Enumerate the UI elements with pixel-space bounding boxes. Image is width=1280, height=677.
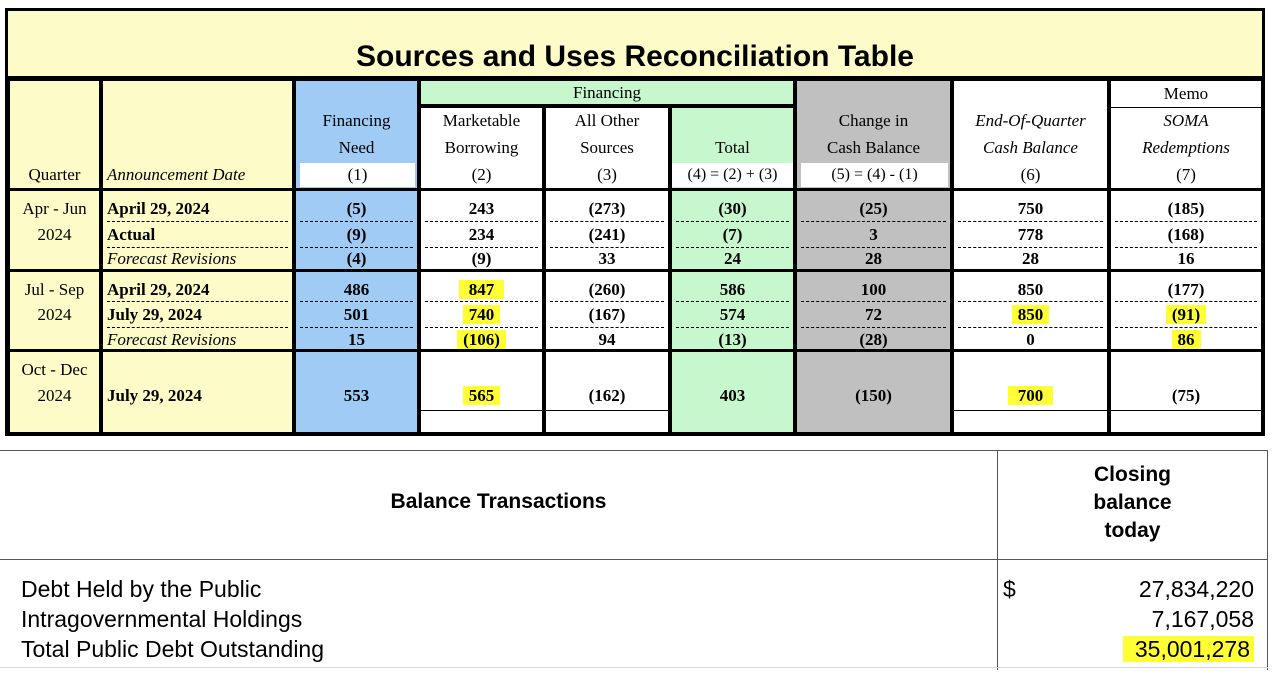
need-header-line1: Financing — [322, 111, 391, 130]
need-value: 486 — [343, 280, 370, 299]
oth-header-number: (3) — [597, 165, 617, 184]
financing-need-column — [294, 79, 419, 434]
eoq-header-line2: Cash Balance — [983, 138, 1078, 157]
announcement-column — [101, 79, 294, 434]
tot-value: (7) — [722, 225, 743, 244]
chg-header-line1: Change in — [838, 111, 909, 130]
tot-value: 586 — [719, 280, 746, 299]
soma-redemptions-column — [1109, 79, 1263, 434]
balance-row-label: Intragovernmental Holdings — [21, 606, 303, 632]
announcement-header: Announcement Date — [107, 165, 246, 184]
memo-header: Memo — [1163, 84, 1209, 103]
tot-value: 574 — [719, 305, 746, 324]
quarter-label: Oct - Dec — [21, 360, 88, 379]
balance-labels — [21, 574, 324, 664]
mkt-value-highlighted: (106) — [457, 330, 506, 349]
need-value: 501 — [343, 305, 370, 324]
eoq-value-highlighted: 700 — [1008, 386, 1054, 405]
mkt-value: (9) — [471, 249, 492, 268]
oth-value: (162) — [588, 386, 626, 405]
marketable-borrowing-column — [419, 106, 544, 434]
financing-group-header — [419, 79, 795, 106]
tot-value: 24 — [724, 249, 741, 268]
quarter-year: 2024 — [37, 305, 72, 324]
mkt-value-highlighted: 847 — [459, 280, 505, 299]
eoq-value: 0 — [1026, 330, 1035, 349]
need-header-line2: Need — [338, 138, 375, 157]
soma-header-number: (7) — [1176, 165, 1196, 184]
mkt-header-number: (2) — [471, 165, 492, 184]
currency-symbol: $ — [1003, 576, 1016, 602]
eoq-header-number: (6) — [1020, 165, 1041, 184]
announcement-date: July 29, 2024 — [107, 305, 202, 324]
need-value: 15 — [348, 330, 365, 349]
soma-value-highlighted: 86 — [1172, 330, 1201, 349]
balance-row-label: Total Public Debt Outstanding — [21, 636, 325, 662]
tot-value: (13) — [718, 330, 747, 349]
oth-value: (273) — [588, 199, 626, 218]
reconciliation-table — [5, 8, 1265, 436]
chg-value: 72 — [865, 305, 882, 324]
balance-row-label: Debt Held by the Public — [21, 576, 262, 602]
tot-value: 403 — [719, 386, 746, 405]
oth-value: (260) — [588, 280, 626, 299]
balance-values — [1123, 574, 1254, 664]
eoq-value: 28 — [1022, 249, 1039, 268]
need-value: 553 — [343, 386, 370, 405]
eoq-value-highlighted: 850 — [1012, 305, 1050, 324]
announcement-date: Forecast Revisions — [107, 330, 237, 349]
chg-value: (28) — [859, 330, 888, 349]
end-of-quarter-column — [952, 79, 1109, 434]
soma-value: (177) — [1167, 280, 1205, 299]
need-header-number: (1) — [300, 163, 415, 187]
quarter-label: Jul - Sep — [24, 280, 85, 299]
tot-header-line2: Total — [715, 138, 750, 157]
tot-value: (30) — [718, 199, 747, 218]
chg-header-line2: Cash Balance — [827, 138, 920, 157]
soma-header-line1: SOMA — [1163, 111, 1209, 130]
soma-value-highlighted: (91) — [1166, 305, 1206, 324]
mkt-header-line1: Marketable — [442, 111, 521, 130]
closing-balance-header-line2: balance — [1093, 491, 1172, 514]
oth-value: 33 — [598, 249, 616, 268]
balance-transactions-header: Balance Transactions — [390, 490, 607, 513]
balance-row-value: 27,834,220 — [1138, 576, 1254, 602]
oth-value: 94 — [598, 330, 616, 349]
quarter-year: 2024 — [37, 225, 72, 244]
announcement-date: April 29, 2024 — [107, 280, 210, 299]
oth-value: (241) — [588, 225, 626, 244]
quarter-column — [8, 79, 101, 434]
closing-balance-header-line3: today — [1104, 519, 1161, 542]
soma-value: (75) — [1171, 386, 1201, 405]
need-value: (4) — [346, 249, 367, 268]
table-title: Sources and Uses Reconciliation Table — [8, 11, 1262, 79]
chg-value: (150) — [855, 386, 892, 405]
mkt-value: 234 — [468, 225, 495, 244]
tot-header-number: (4) = (2) + (3) — [672, 163, 793, 187]
closing-balance-header — [998, 461, 1267, 545]
soma-header-line2: Redemptions — [1142, 138, 1230, 157]
oth-value: (167) — [588, 305, 626, 324]
eoq-value: 750 — [1017, 199, 1044, 218]
announcement-date: April 29, 2024 — [107, 199, 210, 218]
chg-header-number: (5) = (4) - (1) — [801, 163, 948, 187]
chg-value: (25) — [859, 199, 888, 218]
oth-header-line1: All Other — [574, 111, 640, 130]
quarter-year: 2024 — [37, 386, 72, 405]
chg-value: 100 — [860, 280, 887, 299]
eoq-header-line1: End-Of-Quarter — [975, 111, 1086, 130]
balance-row-value: 7,167,058 — [1151, 606, 1254, 632]
announcement-date: Actual — [107, 225, 156, 244]
soma-value: (168) — [1167, 225, 1205, 244]
mkt-header-line2: Borrowing — [444, 138, 519, 157]
mkt-value: 243 — [468, 199, 495, 218]
eoq-value: 778 — [1017, 225, 1044, 244]
chg-value: 3 — [869, 225, 878, 244]
announcement-date: July 29, 2024 — [107, 386, 202, 405]
quarter-header: Quarter — [28, 165, 81, 184]
mkt-value-highlighted: 565 — [463, 386, 501, 405]
quarter-label: Apr - Jun — [22, 199, 87, 218]
oth-header-line2: Sources — [580, 138, 634, 157]
balance-row-value-highlighted: 35,001,278 — [1123, 636, 1254, 662]
financing-group-label: Financing — [573, 83, 641, 102]
eoq-value: 850 — [1017, 280, 1044, 299]
need-value: (9) — [346, 225, 367, 244]
mkt-value-highlighted: 740 — [463, 305, 501, 324]
need-value: (5) — [346, 199, 367, 218]
chg-value: 28 — [865, 249, 882, 268]
announcement-date: Forecast Revisions — [107, 249, 237, 268]
soma-value: 16 — [1177, 249, 1195, 268]
all-other-sources-column — [544, 106, 670, 434]
soma-value: (185) — [1167, 199, 1205, 218]
closing-balance-header-line1: Closing — [1094, 463, 1171, 486]
change-cash-column — [795, 79, 952, 434]
balance-transactions-table — [0, 450, 1268, 670]
total-column — [670, 106, 795, 434]
